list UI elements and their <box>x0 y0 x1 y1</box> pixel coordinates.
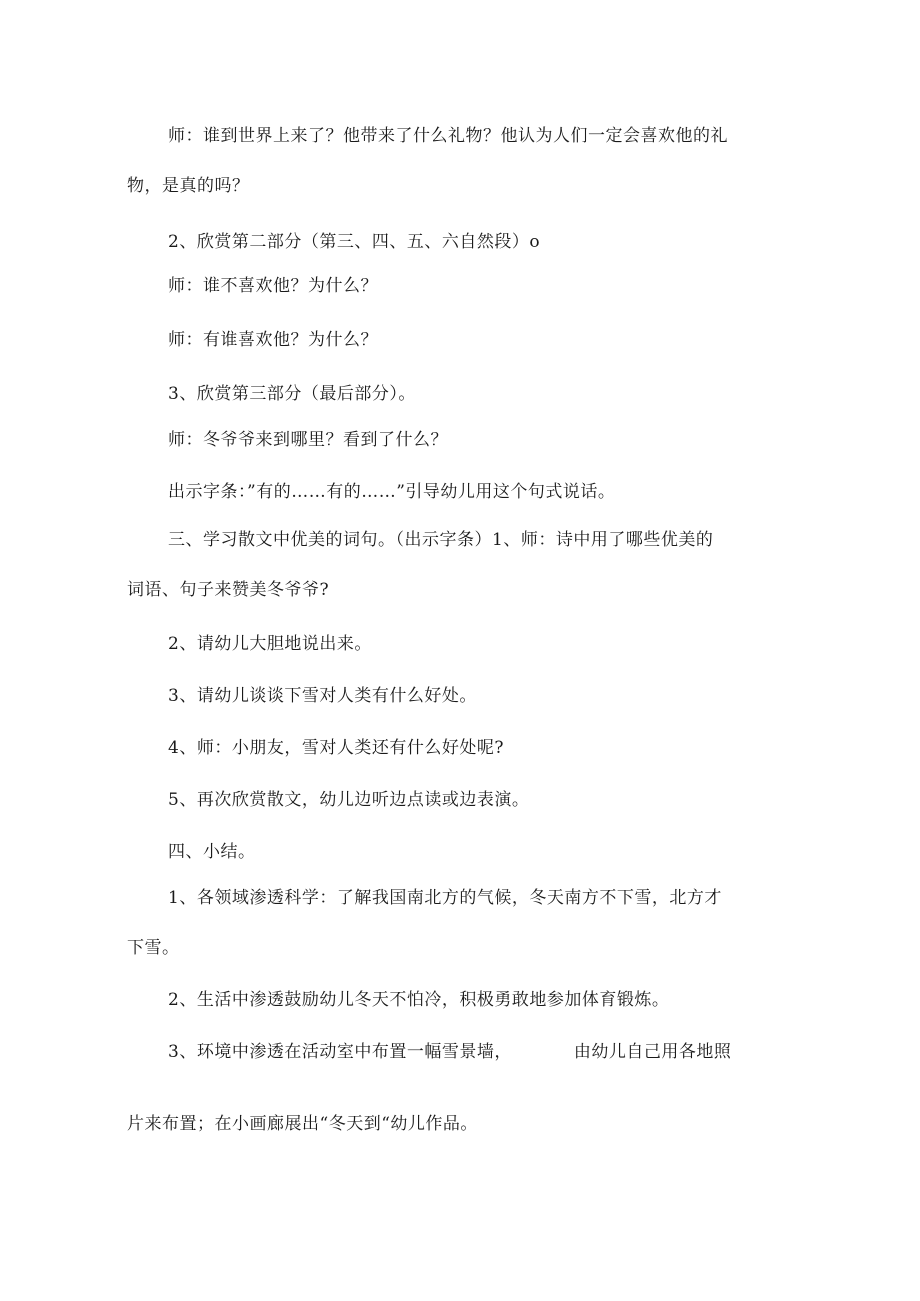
list-item: 3、请幼儿谈谈下雪对人类有什么好处。 <box>168 686 477 706</box>
paragraph-line: 词语、句子来赞美冬爷爷? <box>127 580 330 600</box>
section-heading: 四、小结。 <box>168 842 256 862</box>
list-item: 1、各领域渗透科学：了解我国南北方的气候，冬天南方不下雪，北方才 <box>168 888 722 908</box>
paragraph-line: 师：谁到世界上来了？他带来了什么礼物？他认为人们一定会喜欢他的礼 <box>168 126 728 146</box>
paragraph-line: 师：谁不喜欢他？为什么？ <box>168 276 378 296</box>
paragraph-line: 下雪。 <box>127 938 180 958</box>
paragraph-line: 出示字条：”有的……有的……”引导幼儿用这个句式说话。 <box>168 482 616 502</box>
paragraph-line: 物，是真的吗？ <box>127 176 250 196</box>
paragraph-line: 片来布置；在小画廊展出“冬天到“幼儿作品。 <box>127 1114 478 1134</box>
list-item: 5、再次欣赏散文，幼儿边听边点读或边表演。 <box>168 790 530 810</box>
list-item: 2、请幼儿大胆地说出来。 <box>168 634 372 654</box>
list-item-part: 3、环境中渗透在活动室中布置一幅雪景墙， <box>168 1042 512 1062</box>
section-heading: 3、欣赏第三部分（最后部分）。 <box>168 384 416 404</box>
section-heading: 2、欣赏第二部分（第三、四、五、六自然段）o <box>168 232 541 252</box>
list-item: 2、生活中渗透鼓励幼儿冬天不怕冷，积极勇敢地参加体育锻炼。 <box>168 990 670 1010</box>
list-item: 4、师：小朋友，雪对人类还有什么好处呢? <box>168 738 504 758</box>
section-heading: 三、学习散文中优美的词句。（出示字条）1、师：诗中用了哪些优美的 <box>168 530 714 550</box>
list-item-part: 由幼儿自己用各地照 <box>573 1042 732 1062</box>
paragraph-line: 师：有谁喜欢他？为什么？ <box>168 330 378 350</box>
list-item <box>168 1040 731 1064</box>
paragraph-line: 师：冬爷爷来到哪里？看到了什么？ <box>168 430 448 450</box>
